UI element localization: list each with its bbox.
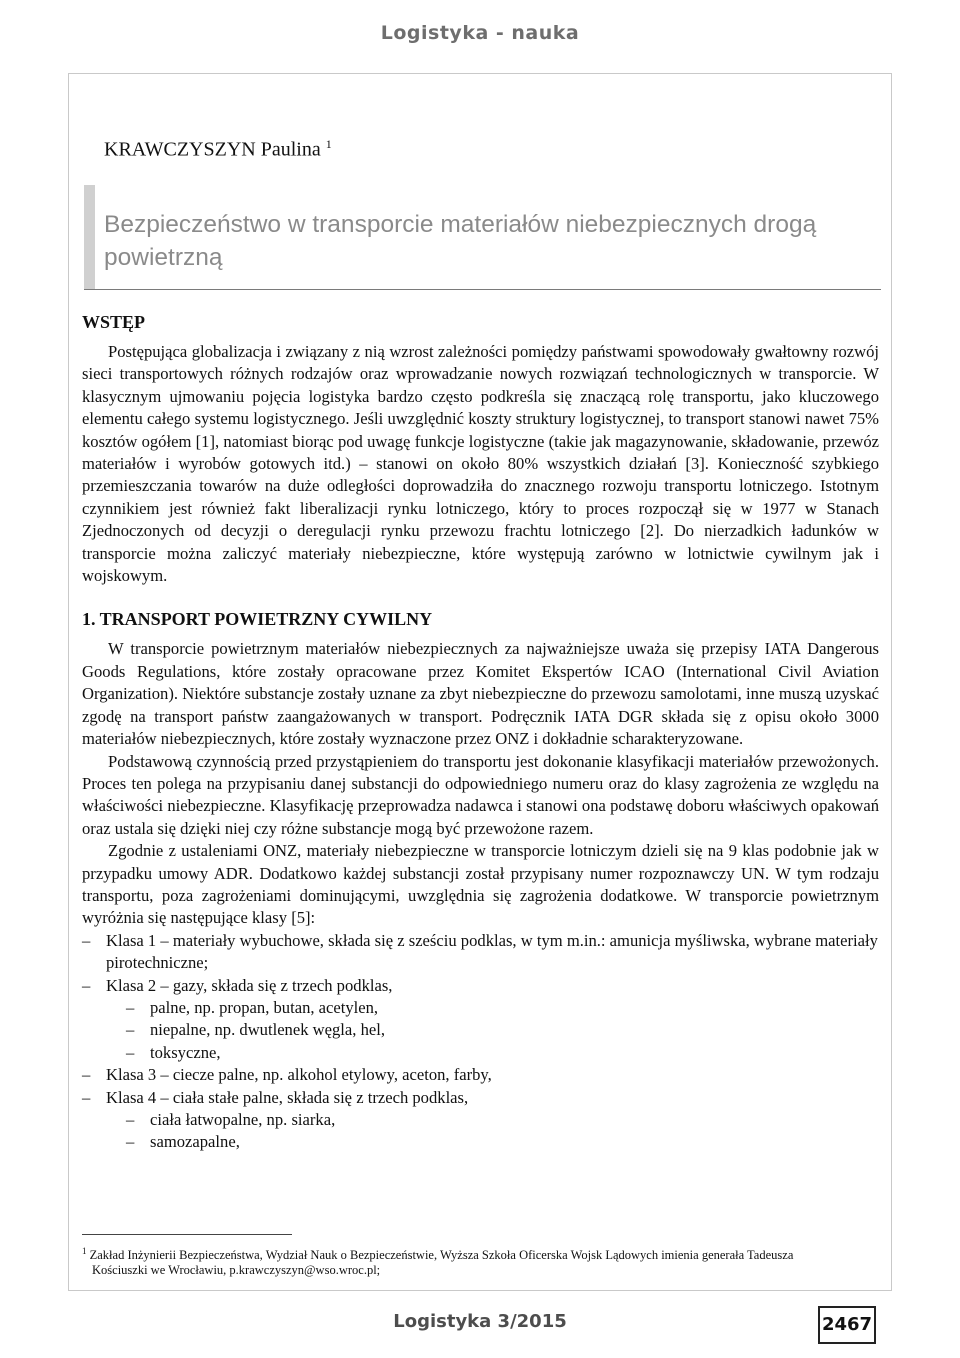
class-2-sub-item: – niepalne, np. dwutlenek węgla, hel, (126, 1019, 879, 1041)
class-list (82, 930, 879, 1154)
page-number: 2467 (818, 1306, 876, 1344)
section-1-paragraph-3: Zgodnie z ustaleniami ONZ, materiały niebezpieczne w transporcie lotniczym dzieli się na 9 klas podobnie jak w przypadku umowy ADR. Dodatkowo każdej substancji został przypisany numer rozpoznawczy UN. W tym rodzaju transportu, poza zagrożeniami dominującymi, uwzględnia się zagrożenia dodatkowe. W transporcie powietrznym wyróżnia się następujące klasy [5]: (82, 841, 879, 928)
issue-footer: Logistyka 3/2015 (393, 1311, 567, 1332)
intro-heading: WSTĘP (82, 312, 146, 332)
class-2-sub-item: – palne, np. propan, butan, acetylen, (126, 997, 879, 1019)
class-2-sublist (106, 997, 879, 1064)
class-4-item: – Klasa 4 – ciała stałe palne, składa się z trzech podklas, – ciała łatwopalne, np. siarka, – samozapalne, (82, 1087, 879, 1154)
author-name: KRAWCZYSZYN Paulina $^1$ (104, 137, 332, 161)
section-1-paragraph-1: W transporcie powietrznym materiałów niebezpiecznych za najważniejsze uważa się przepisy IATA Dangerous Goods Regulations, które zostały opracowane przez Komitet Ekspertów ICAO (International Civil Aviation Organization). Niektóre substancje zostały uznane za zbyt niebezpieczne do przewozu samolotami, inne muszą uzyskać zgodę na transport państw zaangażowanych w transport. Podręcznik IATA DGR składa się z opisu około 3000 materiałów niebezpiecznych, które zostały wyznaczone przez ONZ i dokładnie scharakteryzowane. (82, 639, 879, 749)
class-1-item: – Klasa 1 – materiały wybuchowe, składa się z sześciu podklas, w tym m.in.: amunicja myśliwska, wybrane materiały pirotechniczne; (82, 930, 879, 975)
class-2-sub-item: – toksyczne, (126, 1042, 879, 1064)
article-body (82, 312, 879, 1154)
class-4-sub-item: – ciała łatwopalne, np. siarka, (126, 1109, 879, 1131)
class-2-item: – Klasa 2 – gazy, składa się z trzech podklas, – palne, np. propan, butan, acetylen, – niepalne, np. dwutlenek węgla, hel, – toksyczne, (82, 975, 879, 1065)
section-1-heading: 1. TRANSPORT POWIETRZNY CYWILNY (82, 609, 433, 630)
title-rule (84, 289, 881, 290)
title-accent-bar (84, 185, 95, 289)
article-title: Bezpieczeństwo w transporcie materiałów niebezpiecznych drogą powietrzną (104, 211, 817, 271)
footnote-text-2: Kościuszki we Wrocławiu, p.krawczyszyn@wso.wroc.pl; (92, 1263, 381, 1278)
footnote (82, 1244, 842, 1278)
class-4-sublist (106, 1109, 879, 1154)
intro-paragraph: Postępująca globalizacja i związany z nią wzrost zależności pomiędzy państwami spowodowały gwałtowny rozwój sieci transportowych różnych rodzajów oraz wprowadzanie nowych rozwiązań technologicznych w transporcie. W klasycznym ujmowaniu pojęcia logistyka bardzo często podkreśla się znaczącą rolę transportu, jako kluczowego elementu całego systemu logistycznego. Jeśli uwzględnić koszty struktury logistycznej, to transport stanowi nawet 75% kosztów ogółem [1], natomiast biorąc pod uwagę funkcje logistyczne (takie jak magazynowanie, składowanie, przewóz materiałów i wyrobów gotowych itd.) – stanowi on około 80% wszystkich działań [3]. Konieczność szybkiego przemieszczania towarów na duże odległości doprowadziła do znacznego rozwoju transportu lotniczego. Istotnym czynnikiem jest również fakt liberalizacji rynku lotniczego, który to proces rozpoczął się w 1977 w Stanach Zjednoczonych od decyzji o deregulacji rynku przewozu frachtu lotniczego [2]. Do nierzadkich ładunków w transporcie można zaliczyć materiały niebezpieczne, które występują zarówno w lotnictwie cywilnym jak i wojskowym. (82, 342, 879, 586)
class-3-item: – Klasa 3 – ciecze palne, np. alkohol etylowy, aceton, farby, (82, 1064, 879, 1086)
section-1-paragraph-2: Podstawową czynnością przed przystąpieniem do transportu jest dokonanie klasyfikacji materiałów przewożonych. Proces ten polega na przypisaniu danej substancji do odpowiedniego numeru oraz do klasy zagrożenia ze względu na właściwości niebezpieczne. Klasyfikację przeprowadza nadawca i stanowi ona podstawę doboru właściwych opakowań oraz ustala się dzięki niej czy różne substancje mogą być przewożone razem. (82, 751, 879, 838)
class-4-sub-item: – samozapalne, (126, 1131, 879, 1153)
journal-header: Logistyka - nauka (380, 22, 580, 44)
footnote-rule (82, 1234, 292, 1235)
footnote-mark: 1 (82, 1246, 87, 1256)
author-footnote-mark: 1 (325, 137, 332, 151)
footnote-text-1: Zakład Inżynierii Bezpieczeństwa, Wydział Nauk o Bezpieczeństwie, Wyższa Szkoła Oficerska Wojsk Lądowych imienia generała Tadeusza (89, 1248, 794, 1263)
